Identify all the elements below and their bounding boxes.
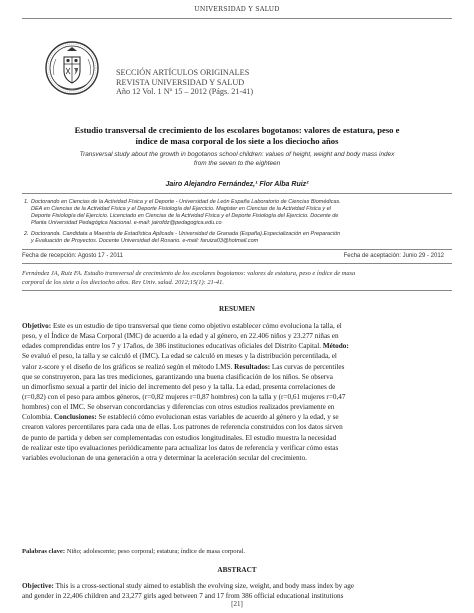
text-run: crearon valores percentilares para cada una de ellas. Los patrones de referencia construidos con los datos sirven xyxy=(22,423,343,432)
text-run: Se estableció cómo evolucionan estas variables de acuerdo al género y la edad, y se xyxy=(96,413,339,422)
authors: Jairo Alejandro Fernández,¹ Flor Alba Ruiz² xyxy=(165,181,309,188)
citation-line: Fernández JA, Ruiz FA. Estudio transversal de crecimiento de los escolares bogotanos: valores de estatura, peso e índice de masa xyxy=(22,270,356,277)
text-line xyxy=(22,443,454,453)
text-line xyxy=(22,382,454,392)
text-run: de punto de partida y deben ser complementadas con estudios longitudinales. El estudio muestra la necesidad xyxy=(22,433,337,442)
abstract-body xyxy=(22,581,454,601)
text-run: peso, y el Índice de Masa Corporal (IMC) de acuerdo a la edad y al género, en 22.406 niños y 23.277 niñas en xyxy=(22,332,339,341)
keywords-label: Palabras clave: xyxy=(22,548,66,555)
text-line xyxy=(22,581,454,591)
text-run: Se evaluó el peso, la talla y se calculó el (IMC). La edad se calculó en meses y la distribución percentilada, el xyxy=(22,352,337,361)
citation xyxy=(22,269,454,287)
affiliation-line: Doctorando en Ciencias de la Actividad Física y el Deporte - Universidad de León España Laboratorio de Ciencias Biomédicas. xyxy=(31,199,341,205)
affiliation-number: 2. xyxy=(24,231,29,237)
text-line xyxy=(22,422,454,432)
article-title-line: índice de masa corporal de los siete a los dieciocho años xyxy=(135,135,339,146)
affiliation-line: Deporte Fisiología del Ejercicio. Licenciado en Ciencias de la Actividad Física y el Deporte Fisiología del Ejercicio. Docente de xyxy=(31,212,339,219)
journal-name: REVISTA UNIVERSIDAD Y SALUD xyxy=(116,77,245,87)
university-seal-icon xyxy=(44,39,100,99)
text-line xyxy=(22,433,454,443)
text-line xyxy=(22,331,454,341)
issue-info: Año 12 Vol. 1 Nº 15 – 2012 (Págs. 21-41) xyxy=(116,87,254,97)
header-rule xyxy=(22,18,452,19)
article-subtitle-line: from the seven to the eighteen xyxy=(193,159,281,167)
abstract-heading: ABSTRACT xyxy=(217,566,257,574)
text-line xyxy=(22,372,454,382)
text-line xyxy=(22,341,454,351)
dates-bottom-rule xyxy=(22,263,452,264)
text-line xyxy=(22,362,454,372)
affiliation-line: Doctoranda. Candidata a Maestría de Estadística Aplicada - Universidad de Granada (España).Especialización en Preparación xyxy=(31,231,341,237)
journal-section-block xyxy=(116,68,253,97)
received-date: Fecha de recepción: Agosto 17 - 2011 xyxy=(22,253,123,259)
text-run: Este es un estudio de tipo transversal que tiene como objetivo establecer cómo evoluciona la talla, el xyxy=(51,322,342,330)
page-number: [21] xyxy=(231,600,243,608)
text-line xyxy=(22,402,454,412)
section-lead-label: Conclusiones: xyxy=(52,413,97,422)
article-title xyxy=(26,125,448,146)
section-label: SECCIÓN ARTÍCULOS ORIGINALES xyxy=(116,68,250,77)
affiliation-2 xyxy=(24,231,456,245)
affiliation-1 xyxy=(24,199,456,227)
citation-line: corporal de los siete a los dieciocho años. Rev Univ. salud. 2012;15(1): 21-41. xyxy=(22,279,224,286)
article-subtitle-line: Transversal study about the growth in bogotanos school children: values of height, weight and body mass index xyxy=(79,151,395,158)
text-line xyxy=(22,412,454,422)
text-run: edades comprendidas entre los 7 y 17años, de 386 instituciones educativas oficiales del Distrito Capital. xyxy=(22,342,322,351)
text-run: hombres) con el IMC. Se observan concordancias y diferencias con otros estudios realizados previamente en xyxy=(22,403,335,412)
authors-rule xyxy=(22,193,452,194)
section-lead-label: Método: xyxy=(321,342,349,351)
affiliation-line: DEA en Ciencias de la Actividad Física y el Deporte Fisiología del Ejercicio. Magister en Ciencias de la Actividad Física y el xyxy=(31,205,331,212)
affiliation-number: 1. xyxy=(24,199,29,205)
article-subtitle xyxy=(20,151,454,169)
text-run: valor z-score y el diseño de los gráficos se realizó según el método LMS. xyxy=(22,362,233,371)
running-head: UNIVERSIDAD Y SALUD xyxy=(194,6,280,13)
section-lead-label: Resultados: xyxy=(232,362,271,371)
text-run: Las curvas de percentiles xyxy=(270,362,345,371)
text-run: This is a cross-sectional study aimed to establish the evolving size, weight, and body mass index by age xyxy=(53,582,355,590)
citation-rule xyxy=(22,290,452,291)
text-line xyxy=(22,392,454,402)
text-run: and gender in 22,406 children and 23,277 girls aged between 7 and 17 from 386 official educational institutions xyxy=(22,592,344,601)
text-line xyxy=(22,453,454,463)
accepted-date: Fecha de aceptación: Junio 29 - 2012 xyxy=(343,253,444,259)
text-run: Colombia. xyxy=(22,413,53,422)
keywords xyxy=(22,548,454,555)
text-line xyxy=(22,351,454,361)
text-run: un dimorfismo sexual a partir del inicio del incremento del peso y la talla. La edad, presenta correlaciones de xyxy=(22,382,336,391)
article-title-line: Estudio transversal de crecimiento de los escolares bogotanos: valores de estatura, peso e xyxy=(74,125,400,135)
affiliation-line: y Evaluación de Proyectos. Docente Universidad del Rosario. e-mail: faruiza03@hotmail.com xyxy=(31,237,259,244)
resumen-body xyxy=(22,321,454,463)
text-run: variables evolucionan de una generación a otra y determinar la aceleración secular del crecimiento. xyxy=(22,453,307,462)
text-run: (r=0,82) con el peso para ambos géneros, (r=0,82 mujeres r=0,87 hombres) con la talla y (r=0,61 mujeres r=0,47 xyxy=(22,392,346,401)
text-run: de realizar este tipo evaluaciones periódicamente para actualizar los datos de referencia y verificar cómo estas xyxy=(22,443,339,452)
keywords-text: Niño; adolescente; peso corporal; estatura; índice de masa corporal. xyxy=(65,548,246,555)
resumen-heading: RESUMEN xyxy=(219,305,255,313)
text-line xyxy=(22,321,454,331)
text-run: que se construyeron, para las tres mediciones, garantizando una buena clasificación de los niños. Se observa xyxy=(22,372,333,381)
dates-top-rule xyxy=(22,249,452,250)
section-lead-label: Objective: xyxy=(22,582,54,590)
section-lead-label: Objetivo: xyxy=(22,322,52,330)
affiliation-line: Planta Universidad Pedagógica Nacional. e-mail: jairofdz@pedagogica.edu.co xyxy=(31,219,222,226)
